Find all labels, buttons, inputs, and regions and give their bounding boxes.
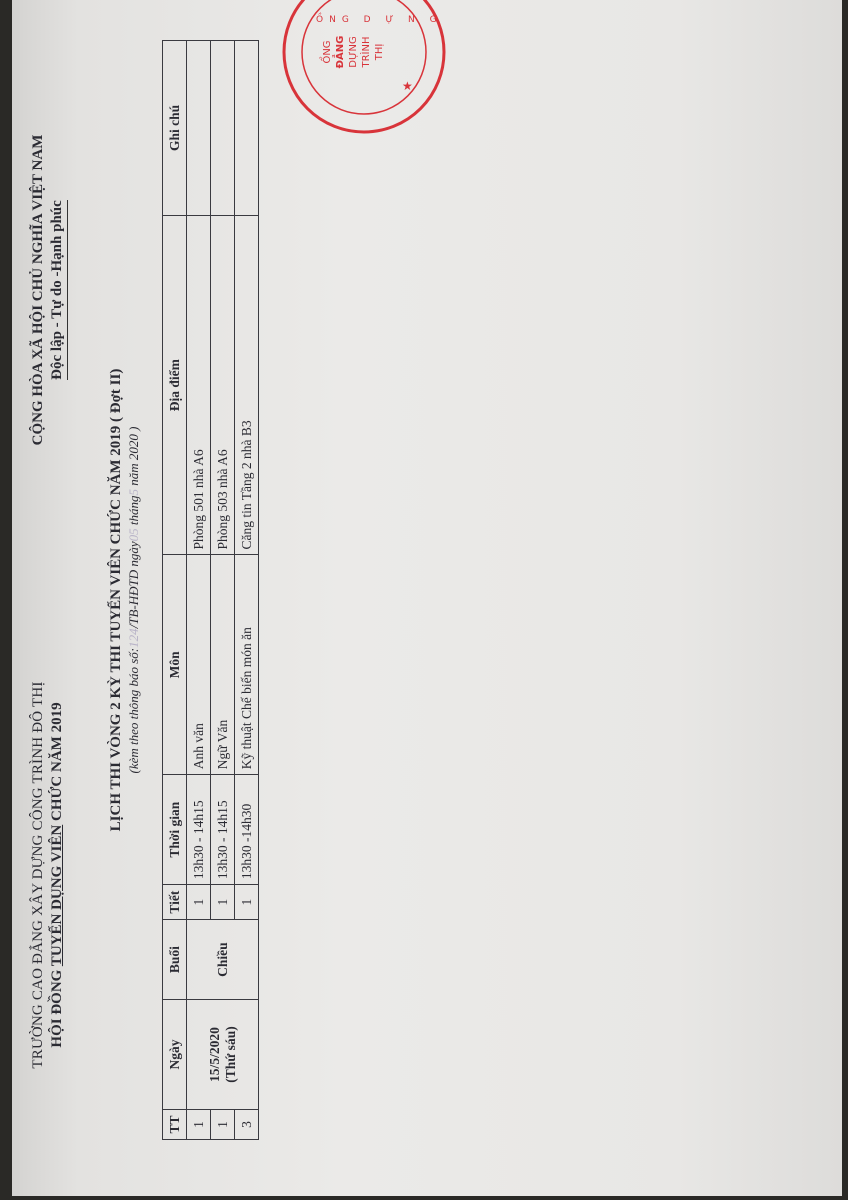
cell-period: 1 [187,885,211,920]
cell-time: 13h30 -14h30 [235,775,259,885]
cell-subject: Kỹ thuật Chế biến món ăn [235,555,259,775]
stamp-center-text [318,36,385,69]
cell-date [187,1000,259,1110]
column-header: Tiết [163,885,187,920]
cell-tt: 1 [211,1110,235,1140]
cell-subject: Ngữ Văn [211,555,235,775]
column-header: Thời gian [163,775,187,885]
column-header: Buổi [163,920,187,1000]
council-name-part: HỘI ĐỒNG [49,966,65,1048]
stamp-star: ★ [402,79,413,93]
school-name: TRƯỜNG CAO ĐẲNG XÂY DỰNG CÔNG TRÌNH ĐÔ THỊ [30,681,46,1069]
subtitle-text: (kèm theo thông báo số: [126,647,141,774]
column-header: Ngày [163,1000,187,1110]
column-header: Môn [163,555,187,775]
stamp-line: ỔNG [322,40,333,64]
cell-tt: 1 [187,1110,211,1140]
subtitle-text: năm 2020 ) [126,426,141,489]
title-block [108,20,142,1180]
column-header: Địa điểm [163,215,187,555]
document-title: LỊCH THI VÒNG 2 KỲ THI TUYỂN VIÊN CHỨC NĂM 2019 ( Đợt II) [108,368,124,832]
cell-note [235,41,259,216]
rotated-document-content [12,20,292,1180]
council-name [49,640,66,1110]
column-header: TT [163,1110,187,1140]
cell-location: Phòng 503 nhà A6 [211,215,235,555]
council-name-part: CHỨC NĂM 2019 [49,702,65,825]
national-motto: Độc lập - Tự do -Hạnh phúc [49,200,68,380]
subtitle-text: /TB-HĐTD ngày [126,541,141,629]
cell-time: 13h30 - 14h15 [187,775,211,885]
stamp-ring-letters: ỒNG D Ự N G [316,15,443,25]
handwritten-month: 5 [126,488,141,496]
document-page [12,0,842,1196]
stamp-line: TRÌNH [361,36,372,68]
handwritten-number: 124 [126,628,141,648]
stamp-line: DỰNG [348,36,359,68]
council-name-underlined: TUYỂN DỤNG VIÊN [49,824,65,967]
exam-weekday: (Thứ sáu) [222,1026,238,1083]
cell-tt: 3 [235,1110,259,1140]
cell-period: 1 [211,885,235,920]
cell-session: Chiều [187,920,259,1000]
stamp-line: THỊ [374,43,385,61]
national-header [30,50,68,530]
subtitle-text: tháng [126,495,141,529]
handwritten-day: 05 [126,528,141,542]
exam-schedule-table [162,40,259,1140]
cell-subject: Anh văn [187,555,211,775]
table-row [187,41,211,1140]
issuer-header [30,640,66,1110]
column-header: Ghi chú [163,41,187,216]
cell-location: Căng tin Tầng 2 nhà B3 [235,215,259,555]
cell-time: 13h30 - 14h15 [211,775,235,885]
cell-period: 1 [235,885,259,920]
cell-location: Phòng 501 nhà A6 [187,215,211,555]
cell-note [187,41,211,216]
cell-note [211,41,235,216]
stamp-line: ĐẲNG [335,35,346,69]
nation-name: CỘNG HÒA XÃ HỘI CHỦ NGHĨA VIỆT NAM [30,134,46,446]
document-subtitle [126,20,142,1180]
table-header-row [163,41,187,1140]
exam-date: 15/5/2020 [206,1027,222,1082]
